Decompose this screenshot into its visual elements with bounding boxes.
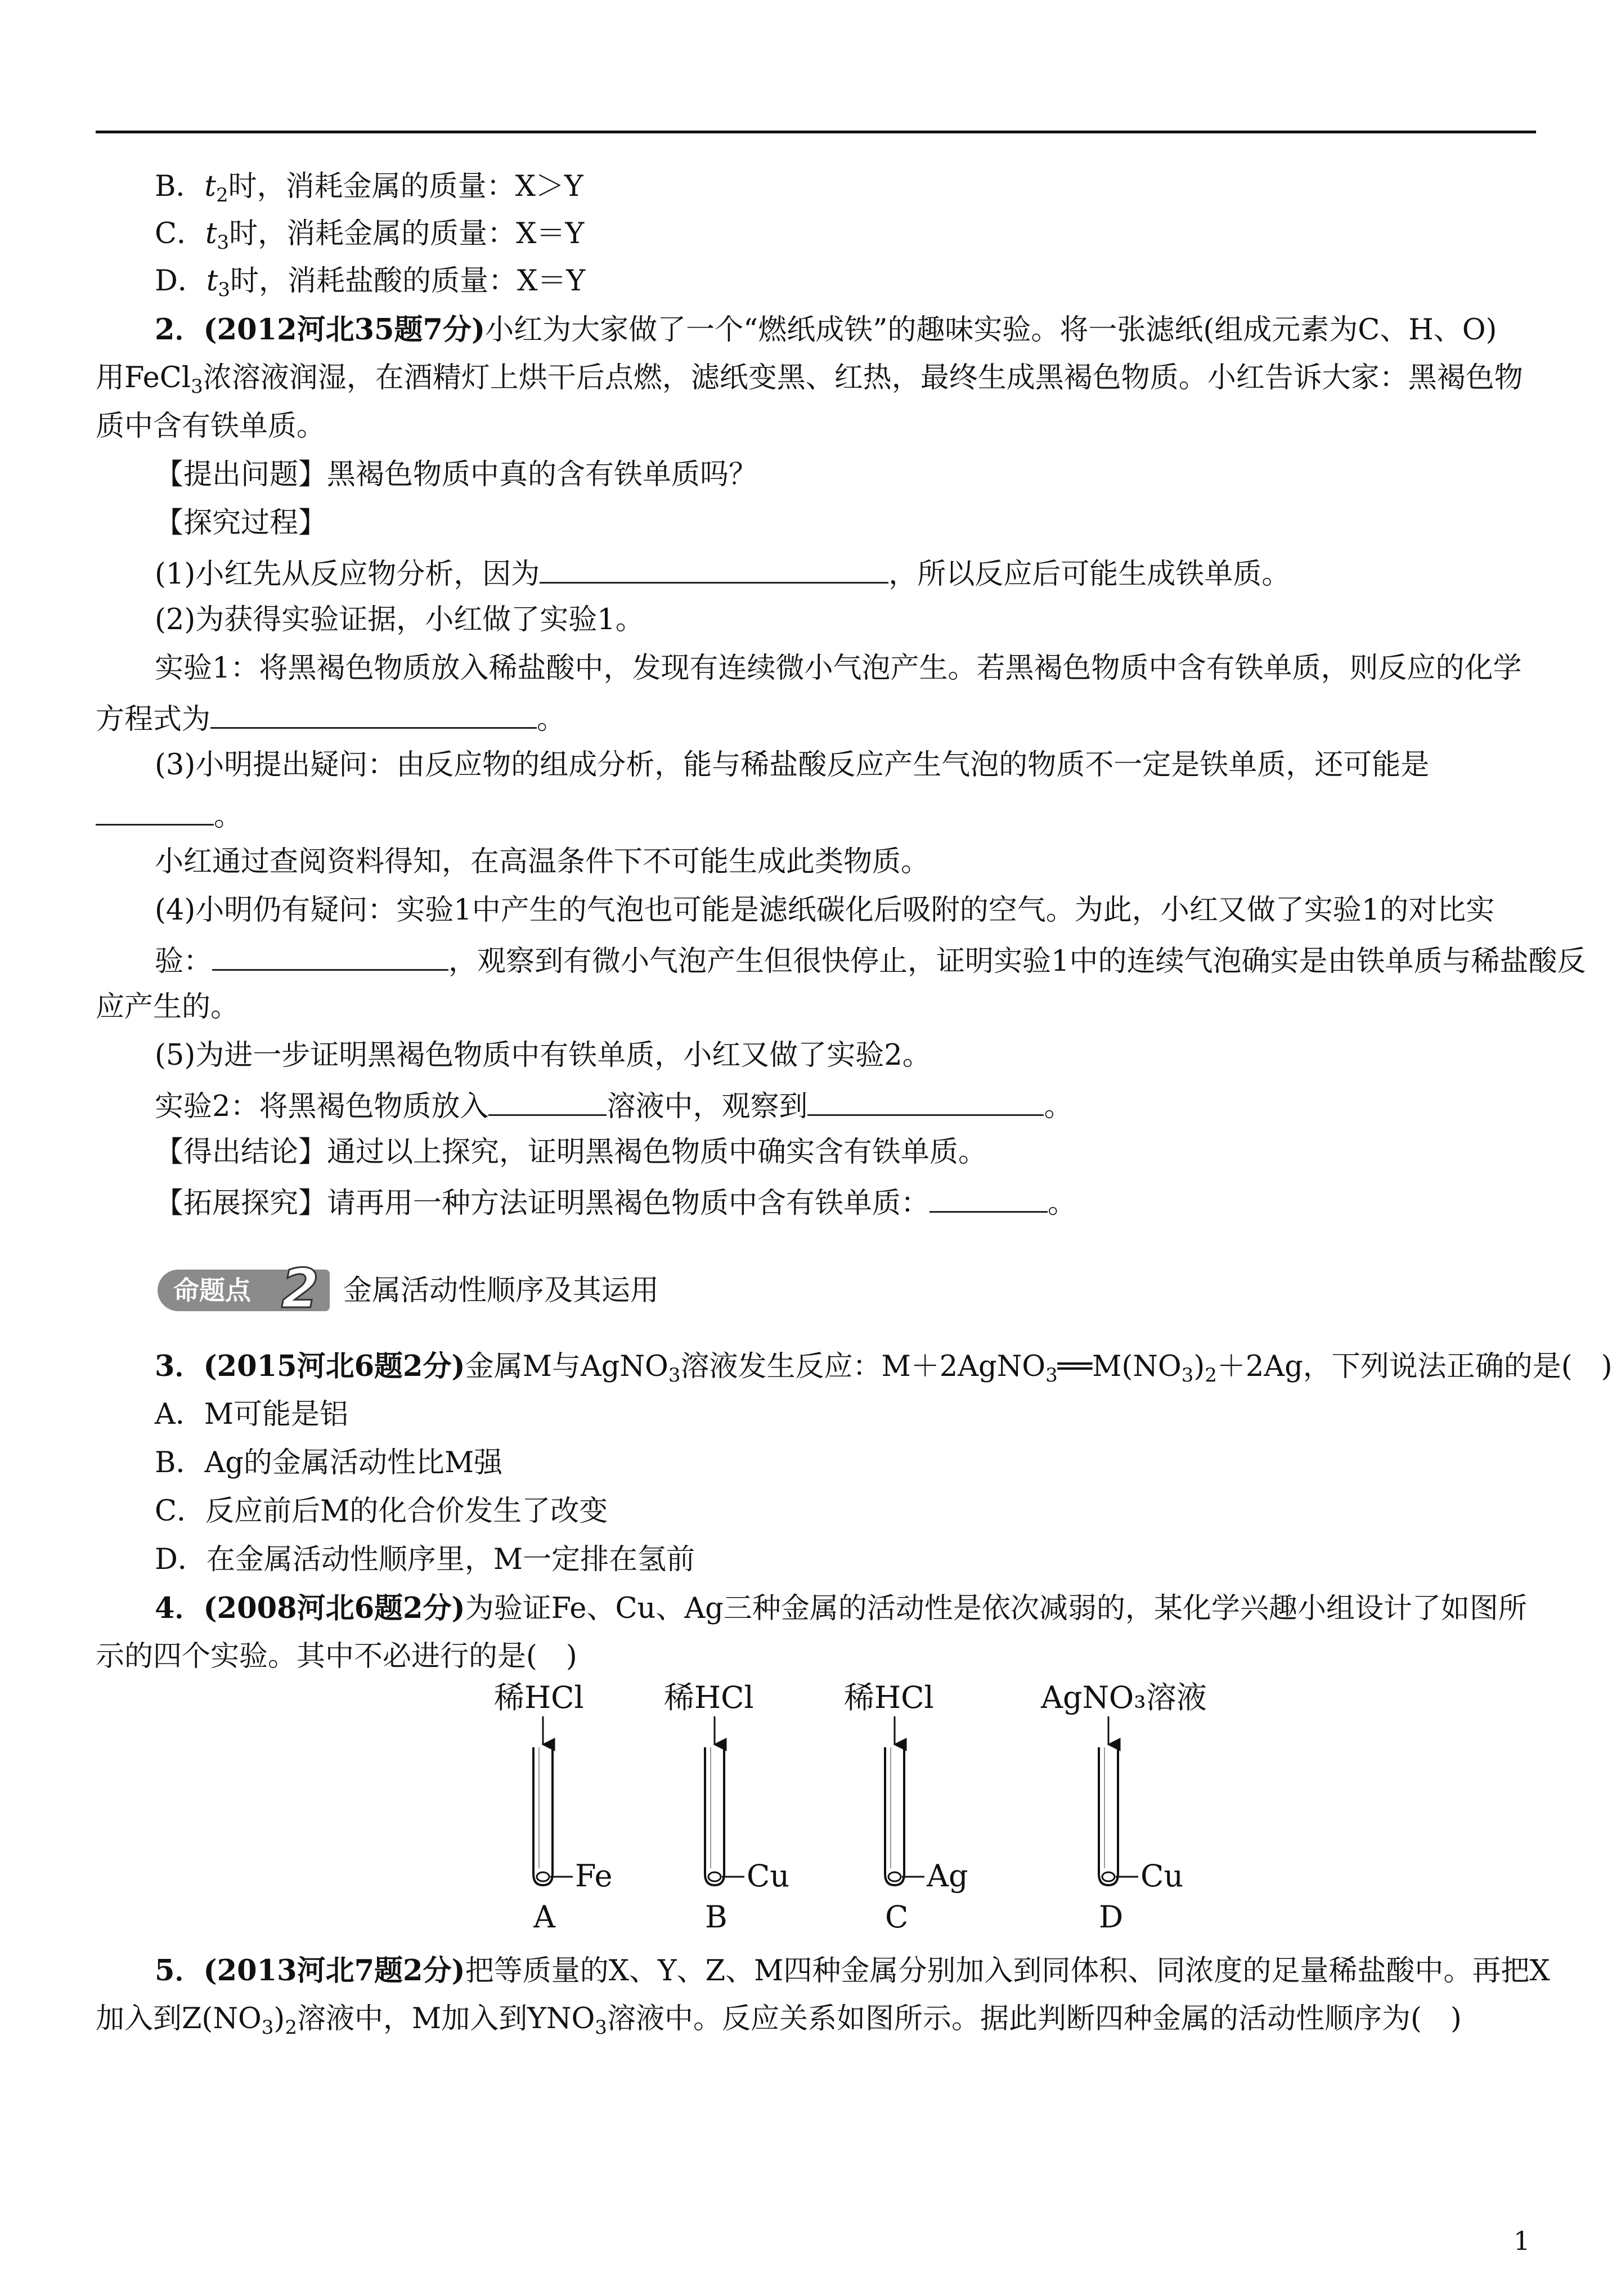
q3-option-c: C．反应前后M的化合价发生了改变 [155,1495,608,1528]
tube-d [1040,1680,1207,1935]
q2-part-2: (2)为获得实验证据，小红做了实验1。 [155,603,644,636]
q5-stem-1: 5．(2013河北7题2分)把等质量的X、Y、Z、M四种金属分别加入到同体积、同浓度的足量稀盐酸中。再把X [155,1954,1550,1988]
tube-a-letter: A [533,1899,555,1935]
tube-b-reagent: 稀HCl [664,1680,754,1715]
tube-a [494,1680,612,1935]
answer-blank[interactable] [540,554,888,584]
q3-stem: 3．(2015河北6题2分)金属M与AgNO$_3$溶液发生反应：$M+2AgNO_3══M(NO_3)_2+2Ag$，下列说法正确的是( ) [155,1349,1613,1387]
q2-note: 小红通过查阅资料得知，在高温条件下不可能生成此类物质。 [155,845,930,878]
answer-blank[interactable] [96,796,214,826]
test-tube-figure [478,1677,1266,1947]
q3-option-a: A．M可能是铝 [155,1398,349,1431]
section-badge: 命题点 2 [158,1270,330,1311]
tube-d-reagent: AgNO₃溶液 [1041,1680,1207,1715]
tube-d-letter: D [1099,1899,1124,1935]
option-b: B．$t_2$时，消耗金属的质量：X＞Y [155,170,583,207]
tube-a-reagent: 稀HCl [494,1680,584,1715]
tube-b-letter: B [705,1899,728,1935]
tube-c-reagent: 稀HCl [844,1680,934,1715]
tube-b-metal: Cu [747,1858,790,1894]
page-number: 1 [1514,2226,1530,2256]
q2-part-3: (3)小明提出疑问：由反应物的组成分析，能与稀盐酸反应产生气泡的物质不一定是铁单质，还可能是 [155,748,1430,782]
answer-blank[interactable] [488,1086,607,1116]
answer-blank[interactable] [807,1086,1044,1116]
q2-exp1-equation: 方程式为 。 [96,699,565,738]
q2-part-4-end: 应产生的。 [96,990,240,1024]
q2-conclusion: 【得出结论】通过以上探究，证明黑褐色物质中确实含有铁单质。 [155,1136,987,1169]
section-title: 金属活动性顺序及其运用 [343,1274,659,1307]
q3-option-d: D．在金属活动性顺序里，M一定排在氢前 [155,1543,695,1576]
q4-stem-1: 4．(2008河北6题2分)为验证Fe、Cu、Ag三种金属的活动性是依次减弱的，某化学兴趣小组设计了如图所 [155,1591,1527,1625]
q2-part-4: (4)小明仍有疑问：实验1中产生的气泡也可能是滤纸碳化后吸附的空气。为此，小红又做了实验1的对比实 [155,894,1495,927]
tube-c-metal: Ag [927,1858,968,1894]
q2-part-4-cont: 验： ，观察到有微小气泡产生但很快停止，证明实验1中的连续气泡确实是由铁单质与稀盐酸反 [155,941,1586,980]
q2-part-3-answer: 。 [96,796,243,835]
answer-blank[interactable] [212,941,448,971]
tube-d-metal: Cu [1140,1858,1184,1894]
answer-blank[interactable] [930,1183,1048,1213]
q2-line-2: 用FeCl$_3$浓溶液润湿，在酒精灯上烘干后点燃，滤纸变黑、红热，最终生成黑褐色物质。小红告诉大家：黑褐色物 [96,361,1523,398]
q3-option-b: B．Ag的金属活动性比M强 [155,1446,503,1479]
tube-c [844,1680,968,1935]
tube-c-letter: C [885,1899,909,1935]
answer-blank[interactable] [210,699,537,729]
tube-b [664,1680,789,1935]
q2-process-heading: 【探究过程】 [155,506,327,540]
q2-line-3: 质中含有铁单质。 [96,410,326,443]
tube-a-metal: Fe [575,1858,613,1894]
q2-question: 【提出问题】黑褐色物质中真的含有铁单质吗？ [155,458,758,491]
q2-line-1: 2．(2012河北35题7分)小红为大家做了一个“燃纸成铁”的趣味实验。将一张滤纸(组成元素为C、H、O) [155,313,1497,347]
q2-extension: 【拓展探究】请再用一种方法证明黑褐色物质中含有铁单质： 。 [155,1183,1076,1222]
q5-stem-2: 加入到$Z(NO_3)_2$溶液中，M加入到$YNO_3$溶液中。反应关系如图所示。据此判断四种金属的活动性顺序为( ) [96,2002,1462,2039]
q2-part-5: (5)为进一步证明黑褐色物质中有铁单质，小红又做了实验2。 [155,1039,931,1072]
option-d: D．$t_3$时，消耗盐酸的质量：X＝Y [155,264,586,301]
q2-exp2: 实验2：将黑褐色物质放入 溶液中，观察到 。 [155,1086,1072,1125]
header-rule [96,131,1536,133]
option-c: C．$t_3$时，消耗金属的质量：X＝Y [155,217,585,254]
q4-stem-2: 示的四个实验。其中不必进行的是( ) [96,1640,577,1673]
q2-exp1: 实验1：将黑褐色物质放入稀盐酸中，发现有连续微小气泡产生。若黑褐色物质中含有铁单质，则反应的化学 [155,652,1522,685]
q2-part-1: (1)小红先从反应物分析，因为 ，所以反应后可能生成铁单质。 [155,554,1290,593]
